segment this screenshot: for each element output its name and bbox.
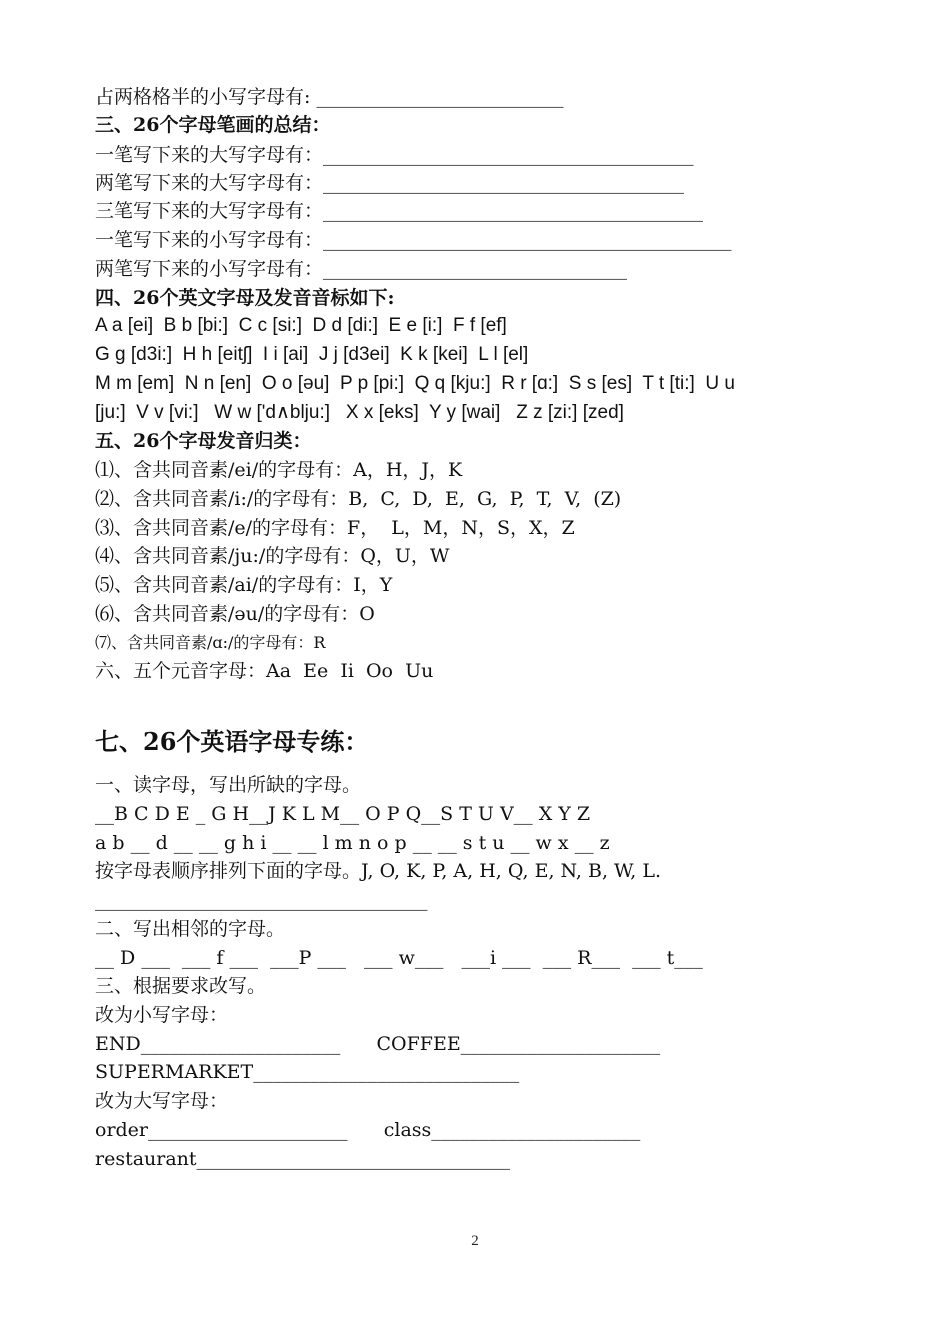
line-two-stroke-capitals: 两笔写下来的大写字母有：______________________________________ [95,172,685,194]
to-uppercase-row-2: restaurant_________________________________ [95,1148,511,1170]
line-five-vowels: 六、五个元音字母：Aa Ee Ii Oo Uu [95,660,434,682]
exercise-1-uppercase: __B C D E _ G H__J K L M__ O P Q__S T U V__ X Y Z [95,803,591,825]
group-a: ⑺、含共同音素/ɑ:/的字母有：R [95,633,326,652]
phonetics-row-1: A a [ei] B b [bi:] C c [si:] D d [di:] E e [i:] F f [ef] [95,315,507,336]
group-ju: ⑷、含共同音素/ju:/的字母有：Q，U，W [95,545,450,567]
to-lowercase-row-2: SUPERMARKET____________________________ [95,1061,520,1083]
group-ei: ⑴、含共同音素/ei/的字母有：A，H，J，K [95,459,463,481]
phonetics-row-3: M m [em] N n [en] O o [əu] P p [pi:] Q q [kju:] R r [ɑ:] S s [es] T t [ti:] U u [95,373,735,394]
heading-letters-phonetics: 四、26个英文字母及发音音标如下: [95,287,395,309]
exercise-2-blanks: __ D ___ ___ f ___ ___P ___ ___ w___ ___i ___ ___ R___ ___ t___ [95,947,703,969]
exercise-1-title: 一、读字母，写出所缺的字母。 [95,774,362,796]
heading-stroke-summary: 三、26个字母笔画的总结： [95,114,331,136]
exercise-1-lowercase: a b __ d __ __ g h i __ __ l m n o p __ __ s t u __ w x __ z [95,832,610,854]
line-one-stroke-lowercase: 一笔写下来的小写字母有：___________________________________________ [95,229,732,251]
line-three-stroke-capitals: 三笔写下来的大写字母有：________________________________________ [95,200,704,222]
exercise-order-letters: 按字母表顺序排列下面的字母。J, O, K, P, A, H, Q, E, N, B, W, L. [95,860,661,882]
to-lowercase-label: 改为小写字母： [95,1004,229,1026]
phonetics-row-4: [ju:] V v [vi:] W w ['d∧blju:] X x [eks] Y y [wai] Z z [zi:] [zed] [95,402,624,423]
to-uppercase-row-1: order_____________________ class______________________ [95,1119,641,1141]
group-e: ⑶、含共同音素/e/的字母有：F， L，M，N，S，X，Z [95,517,575,539]
group-i: ⑵、含共同音素/i:/的字母有：B, C, D, E, G, P, T, V, (Z) [95,488,622,510]
to-lowercase-row-1: END_____________________ COFFEE_____________________ [95,1033,661,1055]
group-ou: ⑹、含共同音素/əu/的字母有：O [95,603,375,625]
exercise-2-title: 二、写出相邻的字母。 [95,918,286,940]
to-uppercase-label: 改为大写字母： [95,1090,229,1112]
phonetics-row-2: G g [d3i:] H h [eitʃ] I i [ai] J j [d3ei] K k [kei] L l [el] [95,344,529,365]
heading-letter-practice: 七、26个英语字母专练： [95,727,369,756]
heading-pronunciation-groups: 五、26个字母发音归类： [95,430,312,452]
exercise-3-title: 三、根据要求改写。 [95,975,267,997]
group-ai: ⑸、含共同音素/ai/的字母有：I，Y [95,574,393,596]
answer-blank-line: ___________________________________ [95,889,428,911]
line-small-letters-two-half-grid: 占两格格半的小写字母有: __________________________ [95,86,564,108]
page-number: 2 [471,1233,479,1249]
line-one-stroke-capitals: 一笔写下来的大写字母有：_______________________________________ [95,144,694,166]
line-two-stroke-lowercase: 两笔写下来的小写字母有：________________________________ [95,258,628,280]
